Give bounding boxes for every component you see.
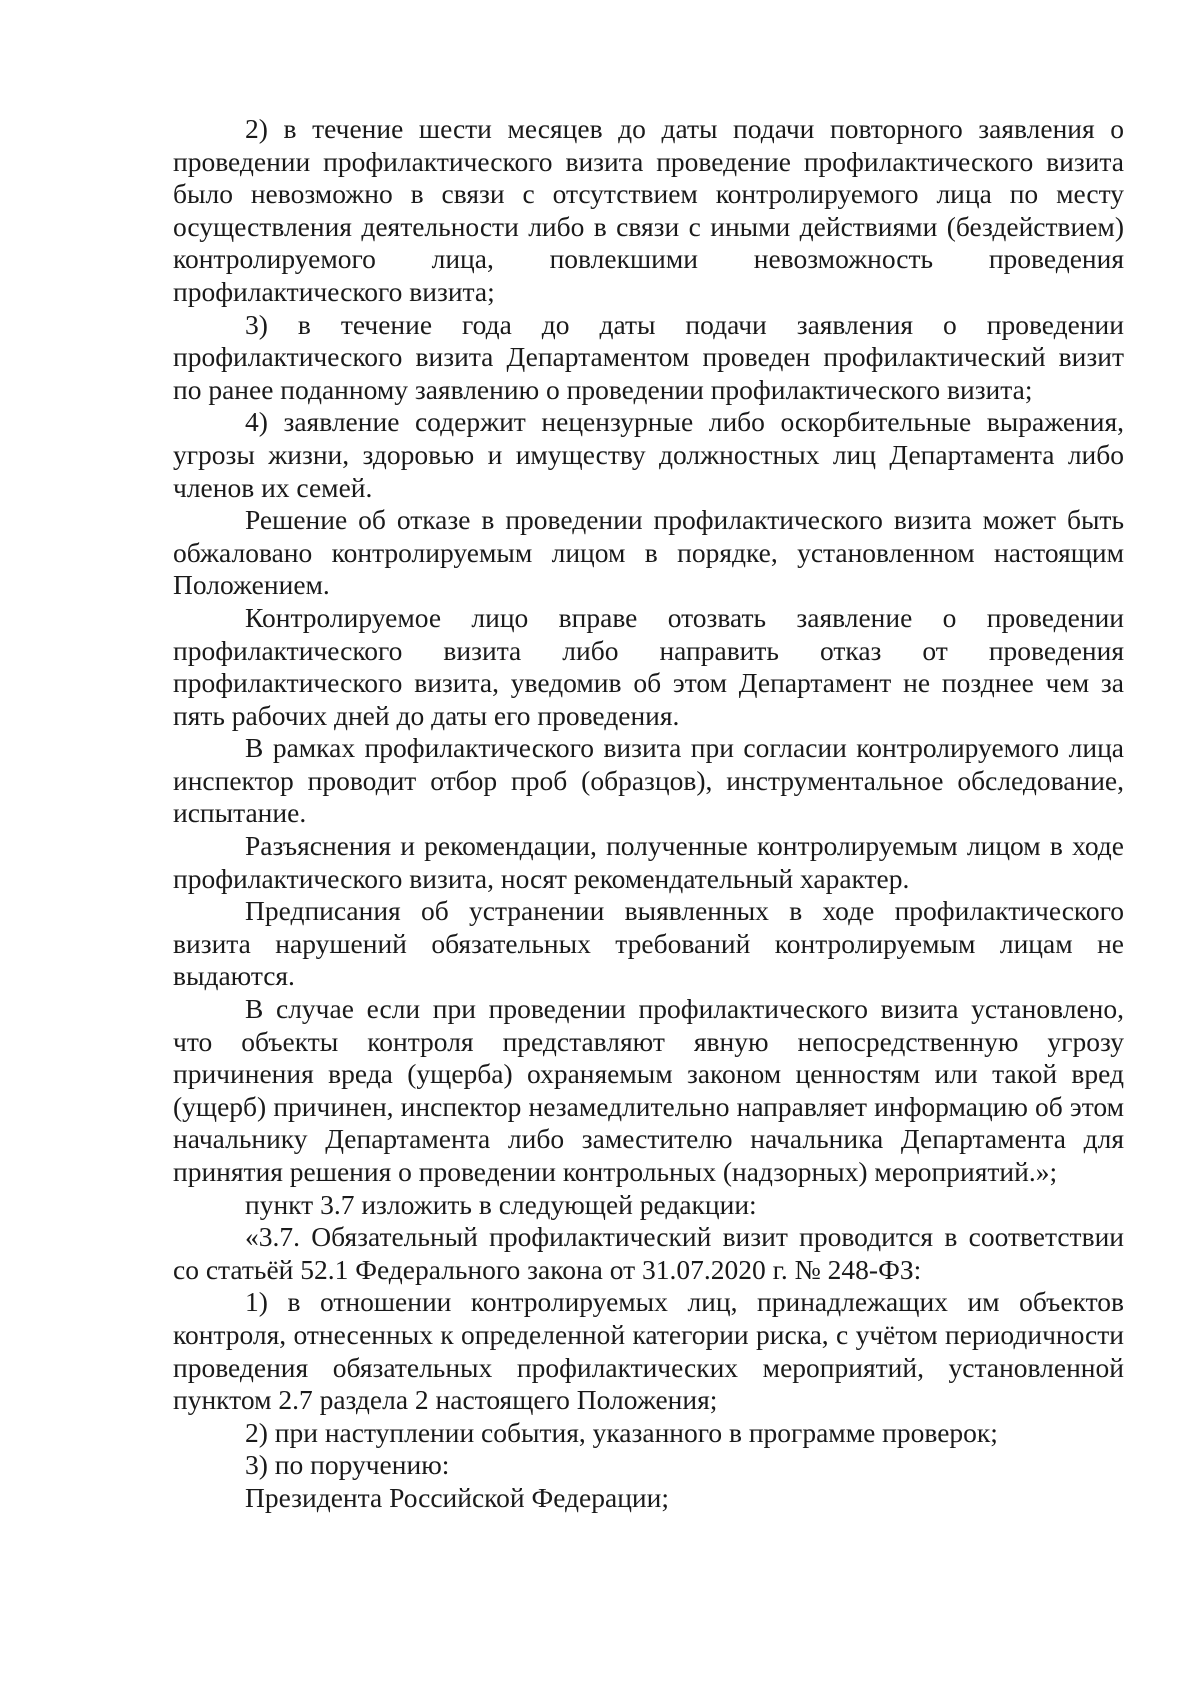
paragraph-item-2: 2) в течение шести месяцев до даты подачи повторного заявления о проведении профилактического визита проведение профилактического визита было невозможно в связи с отсутствием контролируемого лица по месту осуществления деятельности либо в связи с иными действиями (бездействием) контролируемого лица, повлекшими невозможность проведения профилактического визита;: [173, 113, 1124, 307]
document-body: [173, 113, 1124, 1515]
paragraph-item-2-event: 2) при наступлении события, указанного в программе проверок;: [245, 1416, 998, 1448]
paragraph-item-3: 3) в течение года до даты подачи заявления о проведении профилактического визита Департаментом проведен профилактический визит по ранее поданному заявлению о проведении профилактического визита;: [173, 308, 1124, 405]
paragraph-threat: В случае если при проведении профилактического визита установлено, что объекты контроля представляют явную непосредственную угрозу причинения вреда (ущерба) охраняемым законом ценностям или такой вред (ущерб) причинен, инспектор незамедлительно направляет информацию об этом начальнику Департамента либо заместителю начальника Департамента для принятия решения о проведении контрольных (надзорных) мероприятий.»;: [173, 993, 1124, 1187]
paragraph-president: Президента Российской Федерации;: [245, 1481, 669, 1513]
paragraph-clause-3-7: «3.7. Обязательный профилактический визит проводится в соответствии со статьёй 52.1 Федерального закона от 31.07.2020 г. № 248-ФЗ:: [173, 1221, 1124, 1285]
paragraph-refusal-appeal: Решение об отказе в проведении профилактического визита может быть обжаловано контролируемым лицом в порядке, установленном настоящим Положением.: [173, 504, 1124, 601]
paragraph-item-3-order: 3) по поручению:: [245, 1449, 450, 1481]
paragraph-recommendations: Разъяснения и рекомендации, полученные контролируемым лицом в ходе профилактического визита, носят рекомендательный характер.: [173, 830, 1124, 894]
paragraph-prescriptions: Предписания об устранении выявленных в ходе профилактического визита нарушений обязательных требований контролируемым лицам не выдаются.: [173, 895, 1124, 992]
paragraph-item-4: 4) заявление содержит нецензурные либо оскорбительные выражения, угрозы жизни, здоровью и имуществу должностных лиц Департамента либо членов их семей.: [173, 406, 1124, 503]
paragraph-item-1-risk: 1) в отношении контролируемых лиц, принадлежащих им объектов контроля, отнесенных к определенной категории риска, с учётом периодичности проведения обязательных профилактических мероприятий, установленной пунктом 2.7 раздела 2 настоящего Положения;: [173, 1286, 1124, 1416]
paragraph-sampling: В рамках профилактического визита при согласии контролируемого лица инспектор проводит отбор проб (образцов), инструментальное обследование, испытание.: [173, 732, 1124, 829]
paragraph-clause-intro: пункт 3.7 изложить в следующей редакции:: [245, 1188, 757, 1220]
paragraph-withdrawal: Контролируемое лицо вправе отозвать заявление о проведении профилактического визита либо направить отказ от проведения профилактического визита, уведомив об этом Департамент не позднее чем за пять рабочих дней до даты его проведения.: [173, 601, 1124, 731]
